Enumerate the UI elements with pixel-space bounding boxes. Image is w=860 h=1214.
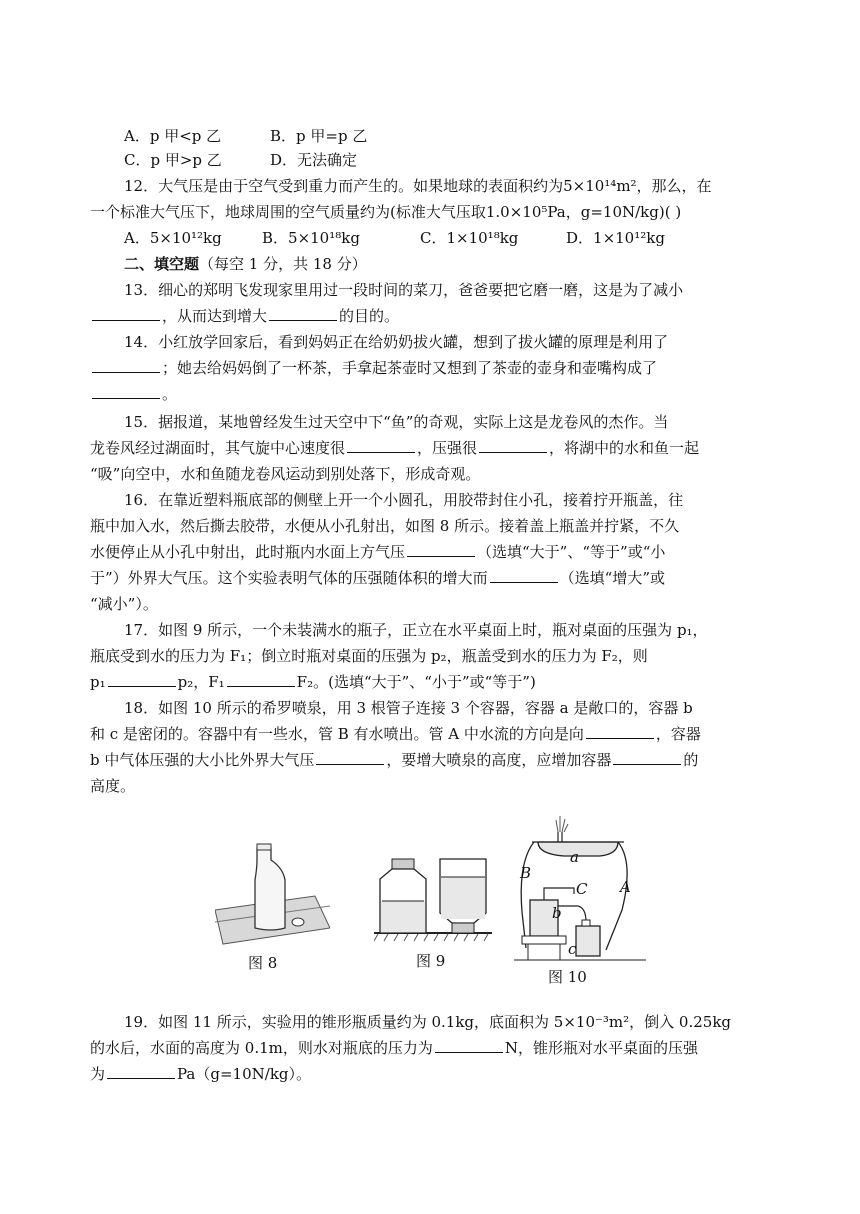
q18-line1: 18．如图 10 所示的希罗喷泉，用 3 根管子连接 3 个容器，容器 a 是敞口的，容器 b <box>124 699 693 717</box>
section-heading <box>124 254 367 274</box>
q16-line4 <box>90 568 780 588</box>
q12-line1: 12．大气压是由于空气受到重力而产生的。如果地球的表面积约为5×10¹⁴m²，那么，在 <box>124 177 712 195</box>
answer-blank[interactable] <box>613 750 681 765</box>
q19-line2 <box>90 1038 780 1058</box>
q11-option-a: A．p 甲<p 乙 <box>124 127 222 145</box>
q19-text-a: 的水后，水面的高度为 0.1m，则水对瓶底的压力为 <box>90 1039 433 1057</box>
answer-blank[interactable] <box>347 438 415 453</box>
answer-blank[interactable] <box>490 568 558 583</box>
figure-9-caption: 图 9 <box>416 952 446 970</box>
answer-blank[interactable] <box>92 306 160 321</box>
q17-text-a: p₁ <box>90 673 106 691</box>
q15-text-c: ，将湖中的水和鱼一起 <box>549 439 700 457</box>
q17-text-c: F₂。(选填“大于”、“小于”或“等于”) <box>296 673 536 691</box>
q16-line1: 16．在靠近塑料瓶底部的侧壁上开一个小圆孔，用胶带封住小孔，接着拧开瓶盖，往 <box>124 491 684 509</box>
q17-line2: 瓶底受到水的压力为 F₁；倒立时瓶对桌面的压强为 p₂，瓶盖受到水的压力为 F₂，则 <box>90 647 648 665</box>
label-A: A <box>620 878 631 896</box>
q14-line3 <box>90 384 780 404</box>
q18-line4: 高度。 <box>90 777 136 795</box>
q15-text-b: ，压强很 <box>417 439 478 457</box>
q18-line3 <box>90 750 780 770</box>
q12-option-b: B．5×10¹⁸kg <box>262 229 360 247</box>
label-c: c <box>568 940 577 958</box>
q18-text-e: 的 <box>683 751 699 769</box>
q16-text-c: 于”）外界大气压。这个实验表明气体的压强随体积的增大而 <box>90 569 488 587</box>
section-note: （每空 1 分，共 18 分） <box>199 255 367 273</box>
label-a: a <box>570 848 579 866</box>
answer-blank[interactable] <box>407 542 475 557</box>
label-b: b <box>552 904 562 922</box>
q11-option-d: D．无法确定 <box>270 151 358 169</box>
answer-blank[interactable] <box>435 1038 503 1053</box>
q17-line3 <box>90 672 780 692</box>
q15-line1: 15．据报道，某地曾经发生过天空中下“鱼”的奇观，实际上这是龙卷风的杰作。当 <box>124 413 669 431</box>
answer-blank[interactable] <box>269 306 337 321</box>
q13-line1: 13．细心的郑明飞发现家里用过一段时间的菜刀，爸爸要把它磨一磨，这是为了减小 <box>124 281 684 299</box>
answer-blank[interactable] <box>479 438 547 453</box>
q16-line5: “减小”）。 <box>90 595 158 613</box>
q15-text-a: 龙卷风经过湖面时，其气旋中心速度很 <box>90 439 346 457</box>
q18-line2 <box>90 724 780 744</box>
q18-text-c: b 中气体压强的大小比外界大气压 <box>90 751 315 769</box>
q17-text-b: p₂，F₁ <box>177 673 225 691</box>
q14-line1: 14．小红放学回家后，看到妈妈正在给奶奶拔火罐，想到了拔火罐的原理是利用了 <box>124 333 669 351</box>
q16-text-b: （选填“大于”、“等于”或“小 <box>477 543 666 561</box>
section-title: 二、填空题 <box>124 255 200 273</box>
q12-option-a: A．5×10¹²kg <box>124 229 222 247</box>
figure-10-caption: 图 10 <box>548 968 587 986</box>
figure-8-caption: 图 8 <box>248 954 278 972</box>
q18-text-d: ，要增大喷泉的高度，应增加容器 <box>386 751 612 769</box>
q15-line2 <box>90 438 780 458</box>
label-C: C <box>576 880 588 898</box>
figure-8-bottle <box>215 840 330 945</box>
answer-blank[interactable] <box>108 672 176 687</box>
q19-text-b: N，锥形瓶对水平桌面的压强 <box>504 1039 698 1057</box>
answer-blank[interactable] <box>316 750 384 765</box>
q16-line3 <box>90 542 780 562</box>
q14-end: 。 <box>162 385 178 403</box>
q12-line2: 一个标准大气压下，地球周围的空气质量约为(标准大气压取1.0×10⁵Pa，g=10N/kg)( ) <box>90 203 682 221</box>
label-B: B <box>520 864 532 882</box>
answer-blank[interactable] <box>92 384 160 399</box>
q19-text-d: Pa（g=10N/kg）。 <box>177 1065 312 1083</box>
q13-line2 <box>90 306 780 326</box>
answer-blank[interactable] <box>107 1064 175 1079</box>
q19-line1: 19．如图 11 所示，实验用的锥形瓶质量约为 0.1kg，底面积为 5×10⁻³m²，倒入 0.25kg <box>124 1013 732 1031</box>
q16-text-a: 水便停止从小孔中射出，此时瓶内水面上方气压 <box>90 543 406 561</box>
q11-option-c: C．p 甲>p 乙 <box>124 151 222 169</box>
q15-line3: “吸”向空中，水和鱼随龙卷风运动到别处落下，形成奇观。 <box>90 465 481 483</box>
q16-line2: 瓶中加入水，然后撕去胶带，水便从小孔射出，如图 8 所示。接着盖上瓶盖并拧紧，不久 <box>90 517 680 535</box>
q13-text-b: 的目的。 <box>339 307 400 325</box>
q18-text-a: 和 c 是密闭的。容器中有一些水，管 B 有水喷出。管 A 中水流的方向是向 <box>90 725 584 743</box>
answer-blank[interactable] <box>227 672 295 687</box>
q14-line2 <box>90 358 780 378</box>
q12-option-c: C．1×10¹⁸kg <box>420 229 519 247</box>
q17-line1: 17．如图 9 所示，一个未装满水的瓶子，正立在水平桌面上时，瓶对桌面的压强为 p₁， <box>124 621 708 639</box>
q13-text-a: ，从而达到增大 <box>162 307 268 325</box>
q16-text-d: （选填“增大”或 <box>559 569 666 587</box>
q19-text-c: 为 <box>90 1065 106 1083</box>
q18-text-b: ，容器 <box>655 725 701 743</box>
answer-blank[interactable] <box>586 724 654 739</box>
q11-option-b: B．p 甲=p 乙 <box>270 127 368 145</box>
q14-text: ；她去给妈妈倒了一杯茶，手拿起茶壶时又想到了茶壶的壶身和壶嘴构成了 <box>162 359 658 377</box>
q12-option-d: D．1×10¹²kg <box>566 229 665 247</box>
q19-line3 <box>90 1064 780 1084</box>
answer-blank[interactable] <box>92 358 160 373</box>
figure-9-bottles <box>374 855 492 943</box>
